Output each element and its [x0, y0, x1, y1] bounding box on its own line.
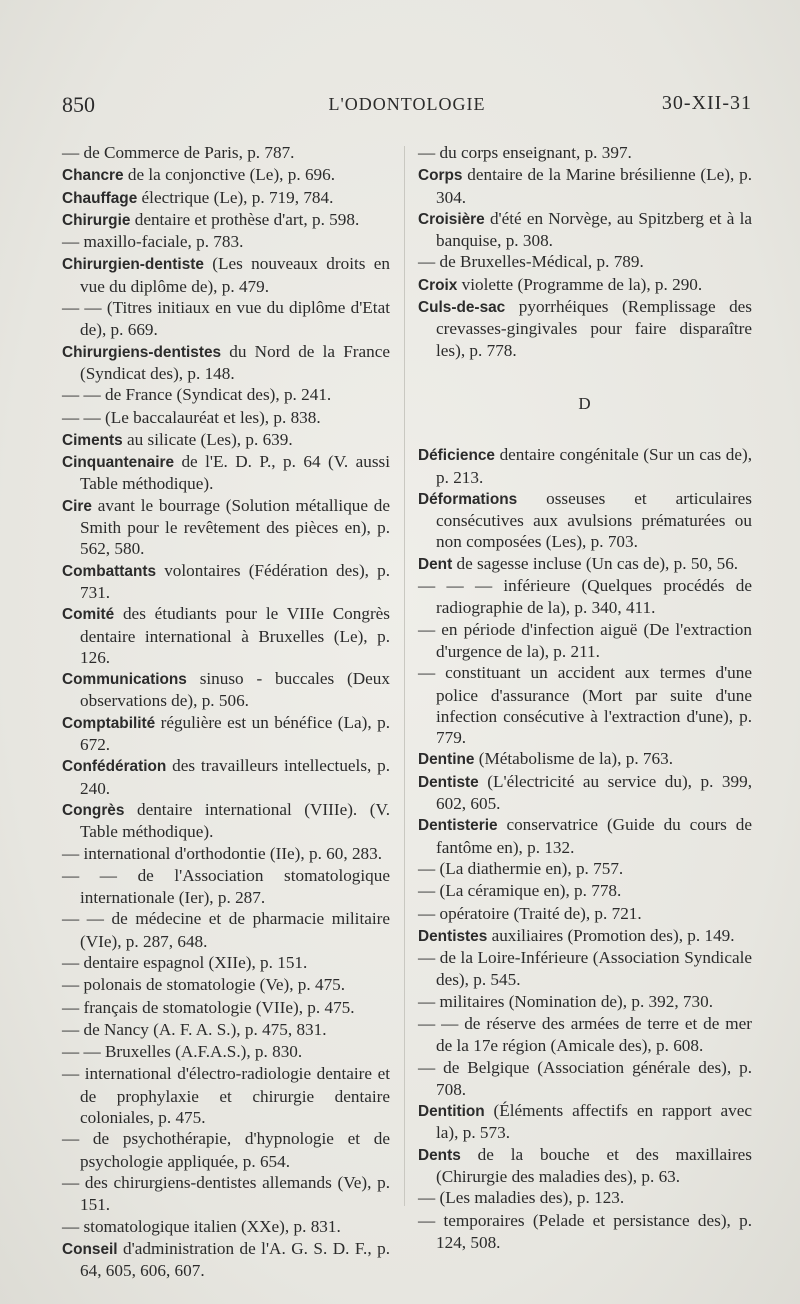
- index-entry: [62, 429, 390, 451]
- index-entry: [418, 1144, 752, 1188]
- index-entry: [418, 164, 752, 208]
- issue-date: 30-XII-31: [661, 92, 752, 114]
- entry-text: de sagesse incluse (Un cas de), p. 50, 56.: [452, 553, 739, 573]
- entry-keyword: Corps: [418, 167, 463, 185]
- entry-keyword: Dentistes: [418, 927, 488, 945]
- entry-keyword: Dentine: [418, 751, 475, 769]
- entry-keyword: Dentiste: [418, 773, 479, 791]
- index-entry: [418, 1210, 752, 1254]
- index-entry: [418, 771, 752, 815]
- entry-text: — militaires (Nomination de), p. 392, 730.: [418, 991, 714, 1011]
- entry-keyword: Comité: [62, 606, 115, 624]
- index-entry: [62, 1041, 390, 1063]
- entry-keyword: Chauffage: [62, 189, 138, 207]
- section-letter: D: [578, 393, 592, 413]
- index-entry: [418, 1057, 752, 1101]
- index-entry: [62, 164, 390, 186]
- entry-text: — stomatologique italien (XXe), p. 831.: [62, 1216, 341, 1236]
- entry-keyword: Communications: [62, 671, 187, 689]
- right-column-top-entries: [418, 142, 752, 361]
- index-entry: [62, 1172, 390, 1216]
- entry-text: pyorrhéiques (Remplissage des crevasses-gingivales pour faire disparaître les), p. 778.: [436, 297, 752, 360]
- entry-keyword: Congrès: [62, 801, 125, 819]
- index-entry: [418, 142, 752, 164]
- entry-text: — — — inférieure (Quelques procédés de radiographie de la), p. 340, 411.: [418, 576, 752, 618]
- left-column: [62, 142, 390, 1281]
- index-entry: [62, 1216, 390, 1238]
- entry-text: régulière est un bénéfice (La), p. 672.: [80, 712, 390, 755]
- index-entry: [418, 296, 752, 361]
- index-entry: [418, 208, 752, 252]
- entry-keyword: Chirurgien-dentiste: [62, 256, 204, 274]
- index-entry: [418, 1187, 752, 1209]
- entry-text: — international d'orthodontie (IIe), p. 60, 283.: [62, 843, 383, 863]
- entry-keyword: Dent: [418, 555, 453, 573]
- entry-text: au silicate (Les), p. 639.: [122, 429, 293, 449]
- entry-text: dentaire congénitale (Sur un cas de), p. 213.: [436, 445, 752, 487]
- page-number: 850: [62, 92, 95, 117]
- index-entry: [62, 974, 390, 996]
- index-entry: [62, 865, 390, 909]
- entry-text: — de Belgique (Association générale des), p. 708.: [418, 1057, 752, 1099]
- index-entry: [62, 1063, 390, 1128]
- index-entry: [62, 908, 390, 952]
- entry-keyword: Cinquantenaire: [62, 454, 175, 472]
- entry-text: auxiliaires (Promotion des), p. 149.: [487, 925, 735, 945]
- index-entry: [62, 384, 390, 406]
- entry-text: — — de réserve des armées de terre et de mer de la 17e région (Amicale des), p. 608.: [418, 1013, 752, 1056]
- index-entry: [62, 799, 390, 843]
- entry-text: volontaires (Fédération des), p. 731.: [80, 560, 390, 602]
- entry-text: — opératoire (Traité de), p. 721.: [418, 903, 642, 923]
- index-entry: [418, 488, 752, 553]
- entry-text: — de Commerce de Paris, p. 787.: [62, 143, 295, 162]
- right-column-bottom-entries: [418, 444, 752, 1253]
- index-entry: [418, 1100, 752, 1144]
- index-entry: [62, 253, 390, 297]
- index-entry: [418, 575, 752, 619]
- entry-text: électrique (Le), p. 719, 784.: [137, 187, 334, 207]
- entry-text: — temporaires (Pelade et persistance des), p. 124, 508.: [418, 1210, 752, 1252]
- entry-keyword: Chirurgie: [62, 211, 131, 229]
- index-entry: [62, 712, 390, 756]
- entry-text: — — de médecine et de pharmacie militaire (VIe), p. 287, 648.: [62, 909, 390, 951]
- entry-keyword: Croisière: [418, 210, 485, 228]
- entry-text: osseuses et articulaires consécutives aux avulsions prématurées ou non composées (Les), p. 703.: [436, 488, 752, 552]
- entry-text: conservatrice (Guide du cours de fantôme en), p. 132.: [436, 815, 752, 857]
- index-entry: [62, 209, 390, 231]
- entry-text: avant le bourrage (Solution métallique de Smith pour le revêtement des pièces en), p. 562, 580.: [80, 495, 390, 559]
- entry-text: d'administration de l'A. G. S. D. F., p. 64, 605, 606, 607.: [80, 1238, 390, 1281]
- index-entry: [62, 341, 390, 385]
- index-entry: [62, 668, 390, 712]
- entry-text: sinuso - buccales (Deux observations de), p. 506.: [80, 669, 390, 711]
- entry-keyword: Confédération: [62, 758, 167, 776]
- entry-keyword: Combattants: [62, 562, 157, 580]
- index-entry: [62, 451, 390, 495]
- index-entry: [418, 619, 752, 663]
- entry-text: — — Bruxelles (A.F.A.S.), p. 830.: [62, 1042, 303, 1062]
- index-entry: [62, 495, 390, 560]
- entry-text: — de la Loire-Inférieure (Association Syndicale des), p. 545.: [418, 948, 752, 990]
- entry-keyword: Ciments: [62, 431, 123, 449]
- entry-text: dentaire de la Marine brésilienne (Le), p. 304.: [436, 165, 752, 207]
- index-entry: [62, 1019, 390, 1041]
- entry-text: (Métabolisme de la), p. 763.: [474, 749, 674, 769]
- entry-keyword: Dentition: [418, 1103, 485, 1121]
- index-entry: [62, 952, 390, 974]
- entry-text: — polonais de stomatologie (Ve), p. 475.: [62, 975, 346, 995]
- entry-keyword: Dentisterie: [418, 817, 498, 835]
- index-entry: [62, 231, 390, 253]
- entry-text: — de Bruxelles-Médical, p. 789.: [418, 252, 644, 272]
- index-entry: [418, 1013, 752, 1057]
- entry-text: — maxillo-faciale, p. 783.: [62, 232, 244, 252]
- index-entry: [62, 843, 390, 865]
- entry-keyword: Déformations: [418, 490, 518, 508]
- entry-text: de la bouche et des maxillaires (Chirurgie des maladies des), p. 63.: [436, 1144, 752, 1187]
- entry-text: des étudiants pour le VIIIe Congrès dentaire international à Bruxelles (Le), p. 126.: [80, 604, 390, 667]
- entry-keyword: Conseil: [62, 1240, 118, 1258]
- entry-text: d'été en Norvège, au Spitzberg et à la banquise, p. 308.: [436, 208, 752, 251]
- entry-text: — international d'électro-radiologie dentaire et de prophylaxie et chirurgie dentaire coloniales, p. 475.: [62, 1064, 390, 1128]
- entry-text: — français de stomatologie (VIIe), p. 475.: [62, 997, 355, 1017]
- entry-text: dentaire international (VIIIe). (V. Table méthodique).: [80, 799, 390, 842]
- entry-keyword: Culs-de-sac: [418, 299, 506, 317]
- entry-text: (Les nouveaux droits en vue du diplôme de), p. 479.: [80, 254, 390, 296]
- entry-keyword: Cire: [62, 497, 92, 515]
- index-entry: [62, 187, 390, 209]
- entry-keyword: Chancre: [62, 167, 124, 185]
- right-column: [418, 142, 752, 1253]
- entry-keyword: Croix: [418, 276, 458, 294]
- index-entry: [62, 142, 390, 164]
- entry-keyword: Dents: [418, 1146, 461, 1164]
- index-entry: [62, 1128, 390, 1172]
- entry-text: (Éléments affectifs en rapport avec la), p. 573.: [436, 1101, 752, 1143]
- index-entry: [418, 274, 752, 296]
- index-entry: [418, 814, 752, 858]
- index-entry: [418, 444, 752, 488]
- entry-text: — (La diathermie en), p. 757.: [418, 858, 624, 878]
- index-entry: [62, 297, 390, 341]
- entry-text: de l'E. D. P., p. 64 (V. aussi Table méthodique).: [80, 452, 390, 494]
- entry-text: — (La céramique en), p. 778.: [418, 881, 622, 901]
- running-title: L'ODONTOLOGIE: [328, 94, 486, 114]
- index-entry: [418, 880, 752, 902]
- entry-text: — de Nancy (A. F. A. S.), p. 475, 831.: [62, 1019, 327, 1039]
- entry-keyword: Chirurgiens-dentistes: [62, 343, 222, 361]
- index-entry: [418, 858, 752, 880]
- entry-text: — — (Le baccalauréat et les), p. 838.: [62, 407, 321, 427]
- index-entry: [418, 925, 752, 947]
- index-entry: [418, 947, 752, 991]
- entry-text: — dentaire espagnol (XIIe), p. 151.: [62, 952, 308, 972]
- index-entry: [418, 251, 752, 273]
- index-entry: [62, 603, 390, 668]
- index-entry: [62, 407, 390, 429]
- entry-text: — en période d'infection aiguë (De l'extraction d'urgence de la), p. 211.: [418, 619, 752, 661]
- index-entry: [418, 553, 752, 575]
- index-entry: [62, 1238, 390, 1282]
- index-entry: [418, 662, 752, 748]
- entry-keyword: Comptabilité: [62, 714, 156, 732]
- entry-text: — du corps enseignant, p. 397.: [418, 143, 632, 162]
- index-entry: [62, 997, 390, 1019]
- entry-text: — des chirurgiens-dentistes allemands (Ve), p. 151.: [62, 1172, 390, 1215]
- index-entry: [62, 755, 390, 799]
- entry-text: — — de l'Association stomatologique internationale (Ier), p. 287.: [62, 865, 390, 908]
- entry-text: violette (Programme de la), p. 290.: [457, 274, 703, 294]
- index-entry: [418, 903, 752, 925]
- index-entry: [418, 991, 752, 1013]
- entry-text: — (Les maladies des), p. 123.: [418, 1188, 625, 1208]
- page-header: [62, 92, 752, 122]
- entry-text: de la conjonctive (Le), p. 696.: [123, 165, 336, 185]
- entry-text: — — (Titres initiaux en vue du diplôme d'Etat de), p. 669.: [62, 298, 390, 340]
- entry-text: des travailleurs intellectuels, p. 240.: [80, 756, 390, 798]
- column-divider: [404, 146, 405, 1206]
- entry-text: du Nord de la France (Syndicat des), p. 148.: [80, 341, 390, 383]
- entry-text: — de psychothérapie, d'hypnologie et de psychologie appliquée, p. 654.: [62, 1129, 390, 1171]
- entry-text: — constituant un accident aux termes d'une police d'assurance (Mort par suite d'une infection consécutive à l'extraction d'une), p. 779.: [418, 663, 752, 748]
- index-entry: [62, 560, 390, 604]
- entry-text: — — de France (Syndicat des), p. 241.: [62, 385, 332, 405]
- entry-text: (L'électricité au service du), p. 399, 602, 605.: [436, 771, 752, 814]
- entry-text: dentaire et prothèse d'art, p. 598.: [130, 209, 360, 229]
- index-entry: [418, 748, 752, 770]
- entry-keyword: Déficience: [418, 447, 495, 465]
